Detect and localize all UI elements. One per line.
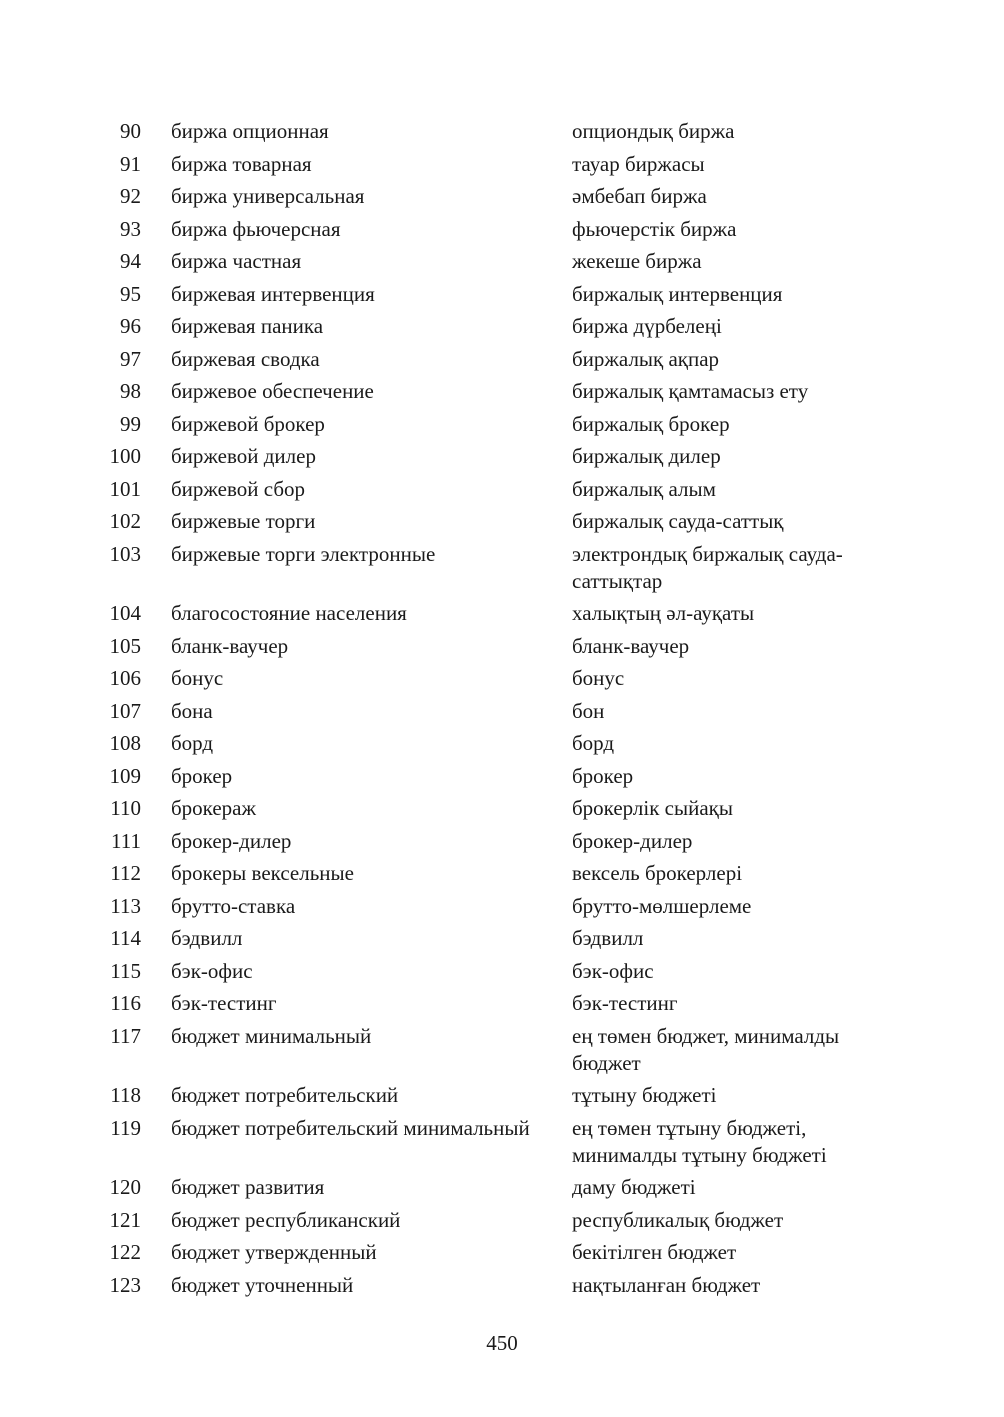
entry-number: 109	[109, 763, 141, 788]
glossary-row	[100, 828, 920, 855]
glossary-row	[100, 1174, 920, 1201]
entry-number: 111	[111, 828, 141, 853]
russian-term: бюджет потребительский	[171, 1083, 399, 1107]
russian-term: бюджет уточненный	[171, 1272, 354, 1297]
glossary-row	[100, 183, 920, 210]
russian-term: бонус	[171, 666, 224, 690]
russian-term: бэдвилл	[171, 926, 243, 950]
glossary-row	[100, 151, 920, 178]
russian-term: биржевой дилер	[171, 444, 316, 468]
kazakh-term: тұтыну бюджеті	[572, 1083, 717, 1107]
glossary-row	[100, 990, 920, 1017]
russian-term: брокераж	[171, 796, 257, 820]
kazakh-term: биржалық брокер	[572, 411, 730, 436]
glossary-row	[100, 698, 920, 725]
russian-term: благосостояние населения	[171, 601, 407, 625]
russian-term: брокер-дилер	[171, 828, 292, 853]
kazakh-term: биржалық алым	[572, 476, 716, 501]
glossary-row	[100, 633, 920, 660]
entry-number: 112	[110, 861, 141, 885]
kazakh-term: нақтыланған бюджет	[572, 1272, 761, 1297]
kazakh-term: жекеше биржа	[572, 249, 702, 273]
russian-term: брокеры вексельные	[171, 861, 354, 885]
kazakh-term: брокер	[572, 763, 634, 788]
kazakh-term: бонус	[572, 666, 625, 690]
entry-number: 120	[109, 1175, 141, 1199]
kazakh-term: фьючерстік биржа	[572, 216, 737, 241]
kazakh-term: республикалық бюджет	[572, 1207, 784, 1232]
entry-number: 98	[120, 379, 141, 403]
entry-number: 94	[120, 249, 141, 273]
russian-term: бюджет утвержденный	[171, 1240, 377, 1264]
entry-number: 115	[110, 958, 141, 983]
page-number: 450	[486, 1331, 518, 1355]
kazakh-term: халықтың әл-ауқаты	[572, 601, 755, 625]
entry-number: 95	[120, 281, 141, 306]
entry-number: 123	[109, 1272, 141, 1297]
entry-number: 117	[110, 1023, 141, 1048]
entry-number: 118	[110, 1083, 141, 1107]
kazakh-term: брутто-мөлшерлеме	[572, 893, 752, 918]
glossary-row	[100, 1082, 920, 1109]
entry-number: 122	[109, 1240, 141, 1264]
russian-term: бюджет минимальный	[171, 1023, 372, 1048]
kazakh-term: ең төмен тұтыну бюджеті, минималды тұтыну бюджеті	[572, 1115, 827, 1167]
russian-term: биржевой сбор	[171, 476, 305, 501]
russian-term: биржа универсальная	[171, 184, 365, 208]
russian-term: биржа опционная	[171, 119, 329, 143]
entry-number: 101	[109, 476, 141, 501]
glossary-row	[100, 1023, 920, 1077]
russian-term: борд	[171, 731, 214, 755]
glossary-row	[100, 118, 920, 145]
kazakh-term: электрондық биржалық сауда-саттықтар	[572, 541, 843, 593]
kazakh-term: биржалық ақпар	[572, 346, 720, 371]
glossary-row	[100, 541, 920, 595]
entry-number: 105	[109, 633, 141, 658]
kazakh-term: биржалық дилер	[572, 444, 721, 468]
entry-number: 116	[110, 991, 141, 1015]
kazakh-term: бэдвилл	[572, 926, 644, 950]
entry-number: 119	[110, 1115, 141, 1140]
glossary-row	[100, 411, 920, 438]
glossary-row	[100, 665, 920, 692]
entry-number: 99	[120, 411, 141, 436]
entry-number: 103	[109, 541, 141, 566]
kazakh-term: бекітілген бюджет	[572, 1240, 737, 1264]
entry-number: 91	[120, 151, 141, 176]
kazakh-term: ең төмен бюджет, минималды бюджет	[572, 1023, 840, 1075]
kazakh-term: биржалық интервенция	[572, 281, 783, 306]
glossary-row	[100, 1115, 920, 1169]
glossary-row	[100, 795, 920, 822]
entry-number: 108	[109, 731, 141, 755]
glossary-row	[100, 958, 920, 985]
russian-term: биржевая паника	[171, 314, 324, 338]
glossary-row	[100, 763, 920, 790]
glossary-row	[100, 378, 920, 405]
glossary-row	[100, 1207, 920, 1234]
glossary-row	[100, 1239, 920, 1266]
russian-term: биржевые торги	[171, 509, 316, 533]
kazakh-term: вексель брокерлері	[572, 861, 743, 885]
kazakh-term: тауар биржасы	[572, 151, 705, 176]
glossary-row	[100, 600, 920, 627]
kazakh-term: брокер-дилер	[572, 828, 693, 853]
glossary-row	[100, 860, 920, 887]
entry-number: 93	[120, 216, 141, 241]
kazakh-term: даму бюджеті	[572, 1175, 696, 1199]
entry-number: 92	[120, 184, 141, 208]
entry-number: 110	[110, 796, 141, 820]
entry-number: 104	[109, 601, 141, 625]
glossary-row	[100, 1272, 920, 1299]
glossary-row	[100, 281, 920, 308]
russian-term: биржевые торги электронные	[171, 541, 436, 566]
entry-number: 113	[110, 893, 141, 918]
glossary-row	[100, 925, 920, 952]
russian-term: биржевое обеспечение	[171, 379, 374, 403]
entry-number: 107	[109, 698, 141, 723]
entry-number: 90	[120, 119, 141, 143]
russian-term: биржа частная	[171, 249, 302, 273]
glossary-row	[100, 216, 920, 243]
russian-term: брутто-ставка	[171, 893, 296, 918]
glossary-row	[100, 443, 920, 470]
russian-term: биржевая интервенция	[171, 281, 375, 306]
glossary-row	[100, 476, 920, 503]
russian-term: бланк-ваучер	[171, 633, 289, 658]
russian-term: брокер	[171, 763, 233, 788]
kazakh-term: биржалық қамтамасыз ету	[572, 379, 809, 403]
glossary-row	[100, 248, 920, 275]
entry-number: 106	[109, 666, 141, 690]
glossary-row	[100, 313, 920, 340]
glossary-table	[100, 118, 920, 1304]
kazakh-term: биржа дүрбелеңі	[572, 314, 722, 338]
russian-term: бюджет развития	[171, 1175, 325, 1199]
glossary-row	[100, 346, 920, 373]
russian-term: биржевая сводка	[171, 346, 320, 371]
russian-term: бэк-тестинг	[171, 991, 277, 1015]
glossary-row	[100, 730, 920, 757]
russian-term: биржа фьючерсная	[171, 216, 341, 241]
entry-number: 121	[109, 1207, 141, 1232]
kazakh-term: бланк-ваучер	[572, 633, 690, 658]
russian-term: бона	[171, 698, 213, 723]
entry-number: 96	[120, 314, 141, 338]
kazakh-term: бон	[572, 698, 605, 723]
kazakh-term: бэк-тестинг	[572, 991, 678, 1015]
russian-term: бэк-офис	[171, 958, 253, 983]
kazakh-term: борд	[572, 731, 615, 755]
glossary-row	[100, 893, 920, 920]
kazakh-term: биржалық сауда-саттық	[572, 509, 784, 533]
entry-number: 97	[120, 346, 141, 371]
russian-term: бюджет республиканский	[171, 1207, 401, 1232]
kazakh-term: брокерлік сыйақы	[572, 796, 733, 820]
glossary-row	[100, 508, 920, 535]
kazakh-term: опциондық биржа	[572, 119, 735, 143]
entry-number: 102	[109, 509, 141, 533]
russian-term: биржа товарная	[171, 151, 312, 176]
kazakh-term: әмбебап биржа	[572, 184, 707, 208]
russian-term: биржевой брокер	[171, 411, 325, 436]
russian-term: бюджет потребительский минимальный	[171, 1115, 530, 1140]
entry-number: 114	[110, 926, 141, 950]
kazakh-term: бэк-офис	[572, 958, 654, 983]
entry-number: 100	[109, 444, 141, 468]
